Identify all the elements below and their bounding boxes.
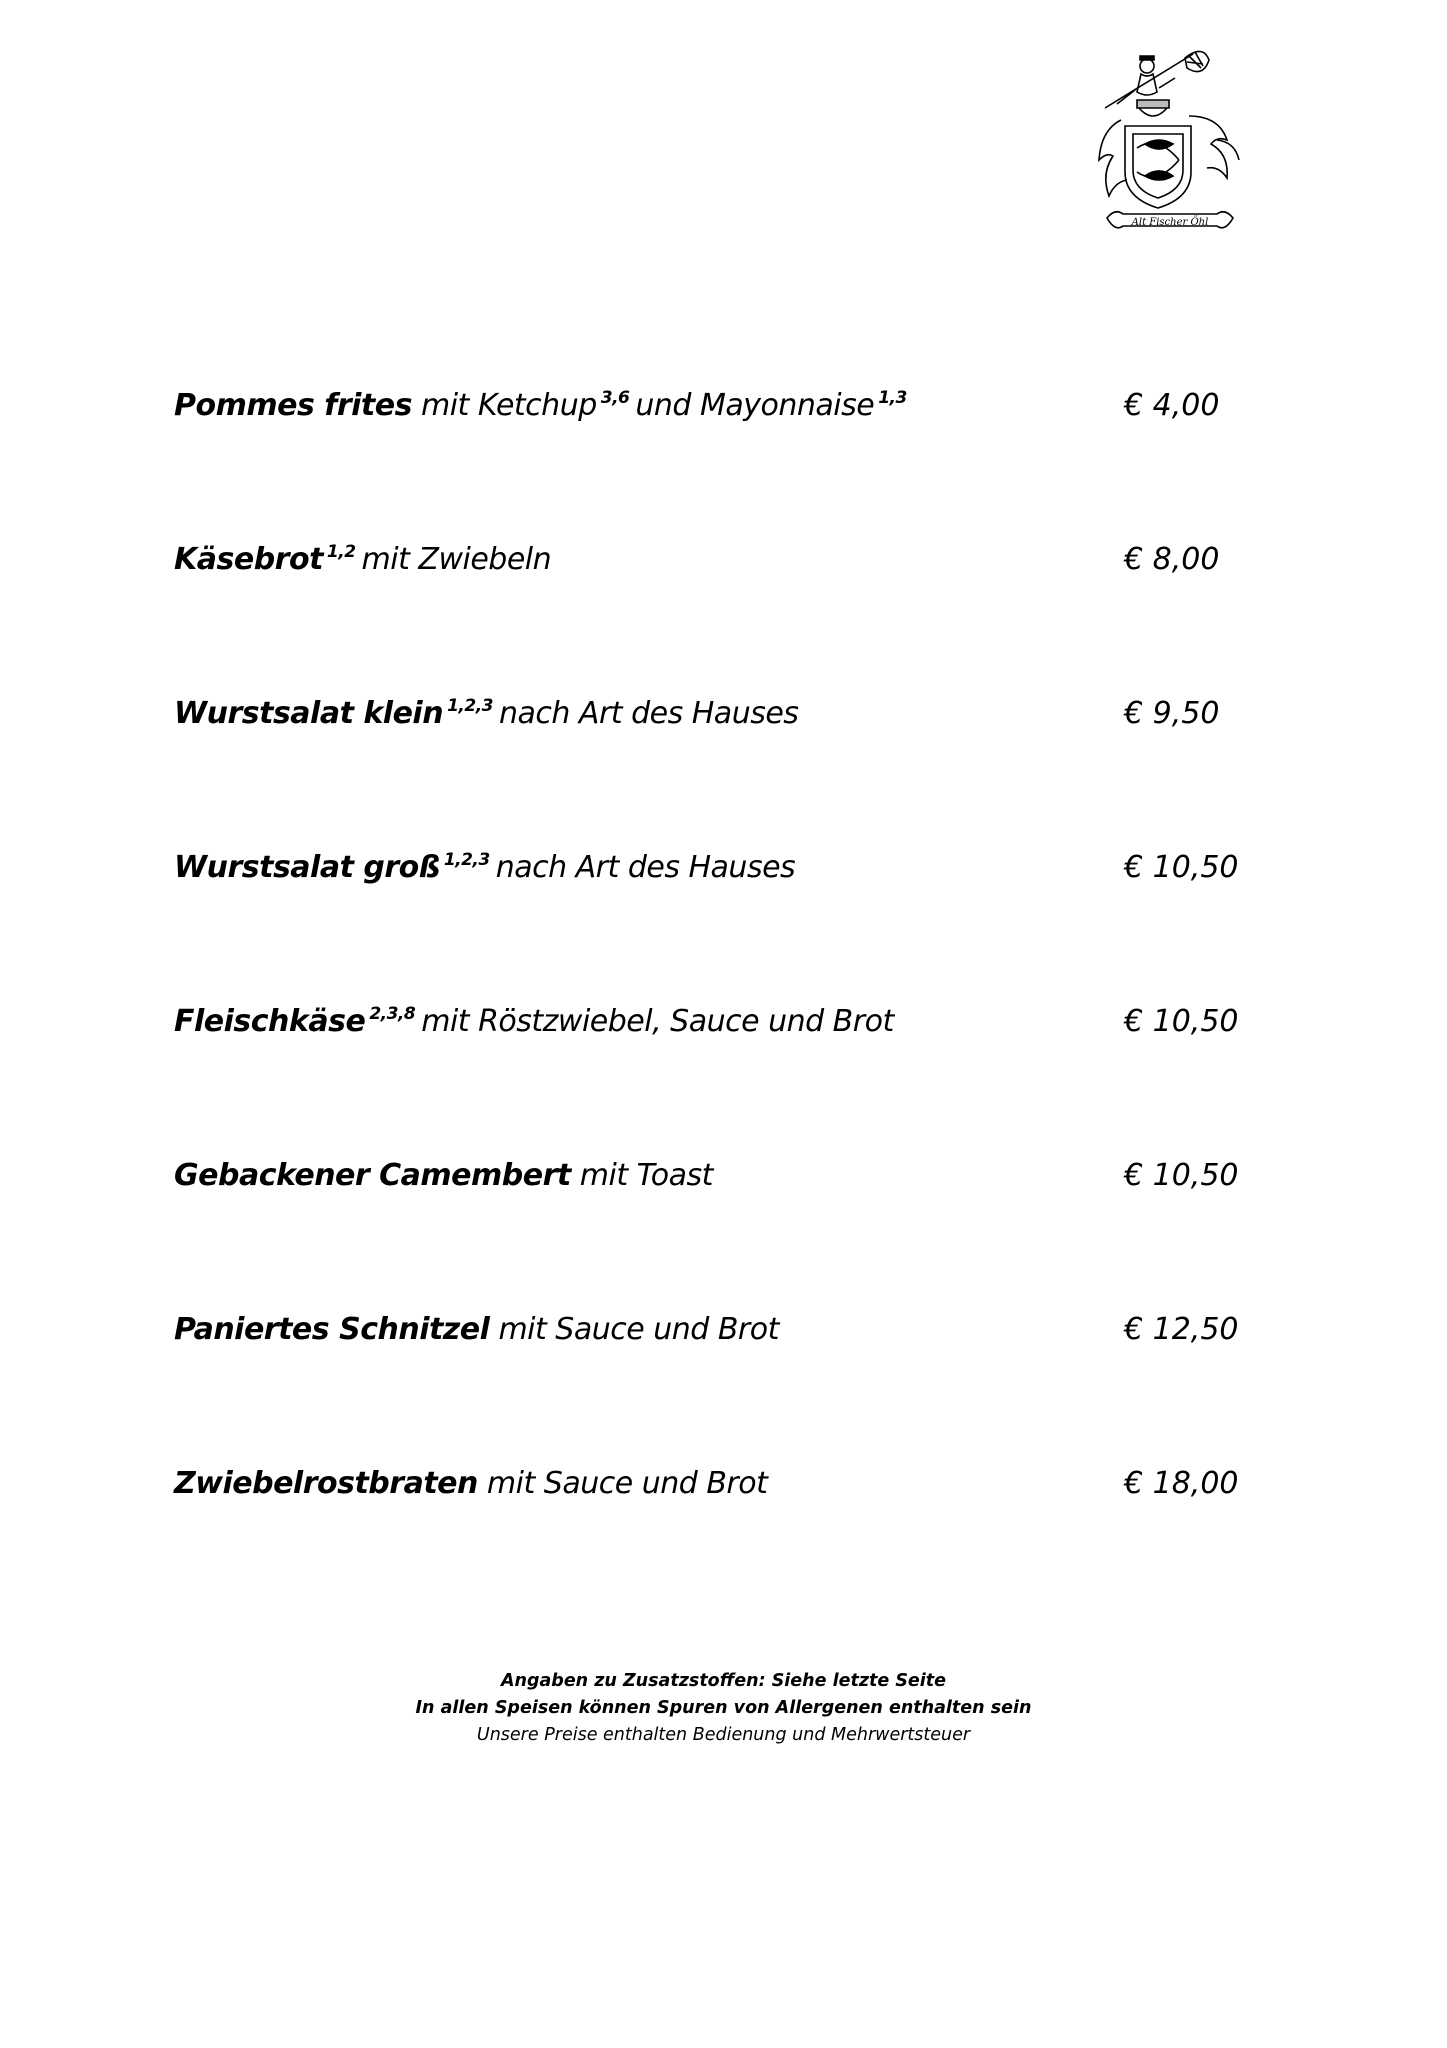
dish-description: mit Sauce und Brot: [498, 1312, 779, 1347]
dish-description: mit Toast: [579, 1158, 713, 1193]
dish-name: Paniertes Schnitzel: [174, 1312, 490, 1347]
menu-item: [174, 1004, 1254, 1054]
allergen-codes: 1,2,3: [447, 696, 493, 716]
dish-price: € 18,00: [1124, 1466, 1239, 1501]
dish-name: Gebackener Camembert: [174, 1158, 571, 1193]
dish-price: € 10,50: [1124, 1158, 1239, 1193]
dish: [174, 1466, 767, 1501]
logo-banner-text: Alt Fischer Öhl: [1131, 217, 1209, 228]
dish: [174, 1158, 713, 1193]
dish-price: € 4,00: [1124, 388, 1220, 423]
dish-price: € 10,50: [1124, 1004, 1239, 1039]
dish-description: mit Röstzwiebel, Sauce und Brot: [421, 1004, 894, 1039]
dish-description: nach Art des Hauses: [495, 850, 796, 885]
dish-price: € 10,50: [1124, 850, 1239, 885]
dish-name: Fleischkäse: [174, 1004, 366, 1039]
menu-item: [174, 696, 1254, 746]
prices-note: Unsere Preise enthalten Bedienung und Mehrwertsteuer: [476, 1725, 971, 1745]
dish-name: Wurstsalat klein: [174, 696, 444, 731]
dish-name: Zwiebelrostbraten: [174, 1466, 478, 1501]
additives-note: Angaben zu Zusatzstoffen: Siehe letzte Seite: [500, 1671, 947, 1691]
menu-item: [174, 1158, 1254, 1208]
menu-item: [174, 1466, 1254, 1516]
dish: [174, 696, 798, 731]
allergens-note: In allen Speisen können Spuren von Allergenen enthalten sein: [415, 1698, 1032, 1718]
allergen-codes: 1,2,3: [443, 850, 490, 870]
dish-price: € 8,00: [1124, 542, 1220, 577]
dish-description: mit Sauce und Brot: [486, 1466, 768, 1501]
dish: [174, 850, 795, 885]
coat-of-arms-logo: [1085, 48, 1255, 243]
dish-price: € 12,50: [1124, 1312, 1239, 1347]
dish-name: Wurstsalat groß: [174, 850, 440, 885]
dish-name: Pommes frites: [174, 388, 412, 423]
menu-item: [174, 1312, 1254, 1362]
menu-item: [174, 542, 1254, 592]
dish-name: Käsebrot: [174, 542, 323, 577]
dish-description: mit Zwiebeln: [361, 542, 552, 577]
allergen-codes: 1,3: [878, 388, 907, 408]
dish-price: € 9,50: [1124, 696, 1220, 731]
dish-description: nach Art des Hauses: [498, 696, 799, 731]
dish-description-2: und Mayonnaise: [635, 388, 875, 423]
dish: [174, 1312, 779, 1347]
dish: [174, 542, 551, 577]
menu-item: [174, 388, 1254, 438]
dish: [174, 388, 913, 423]
fisherman-coat-of-arms-icon: [1099, 51, 1239, 227]
menu-item: [174, 850, 1254, 900]
dish-description: mit Ketchup: [421, 388, 597, 423]
allergen-codes: 2,3,8: [369, 1004, 416, 1024]
footer-notes: [0, 1668, 1447, 1749]
allergen-codes: 1,2: [326, 542, 356, 562]
allergen-codes: 3,6: [600, 388, 630, 408]
dish: [174, 1004, 894, 1039]
